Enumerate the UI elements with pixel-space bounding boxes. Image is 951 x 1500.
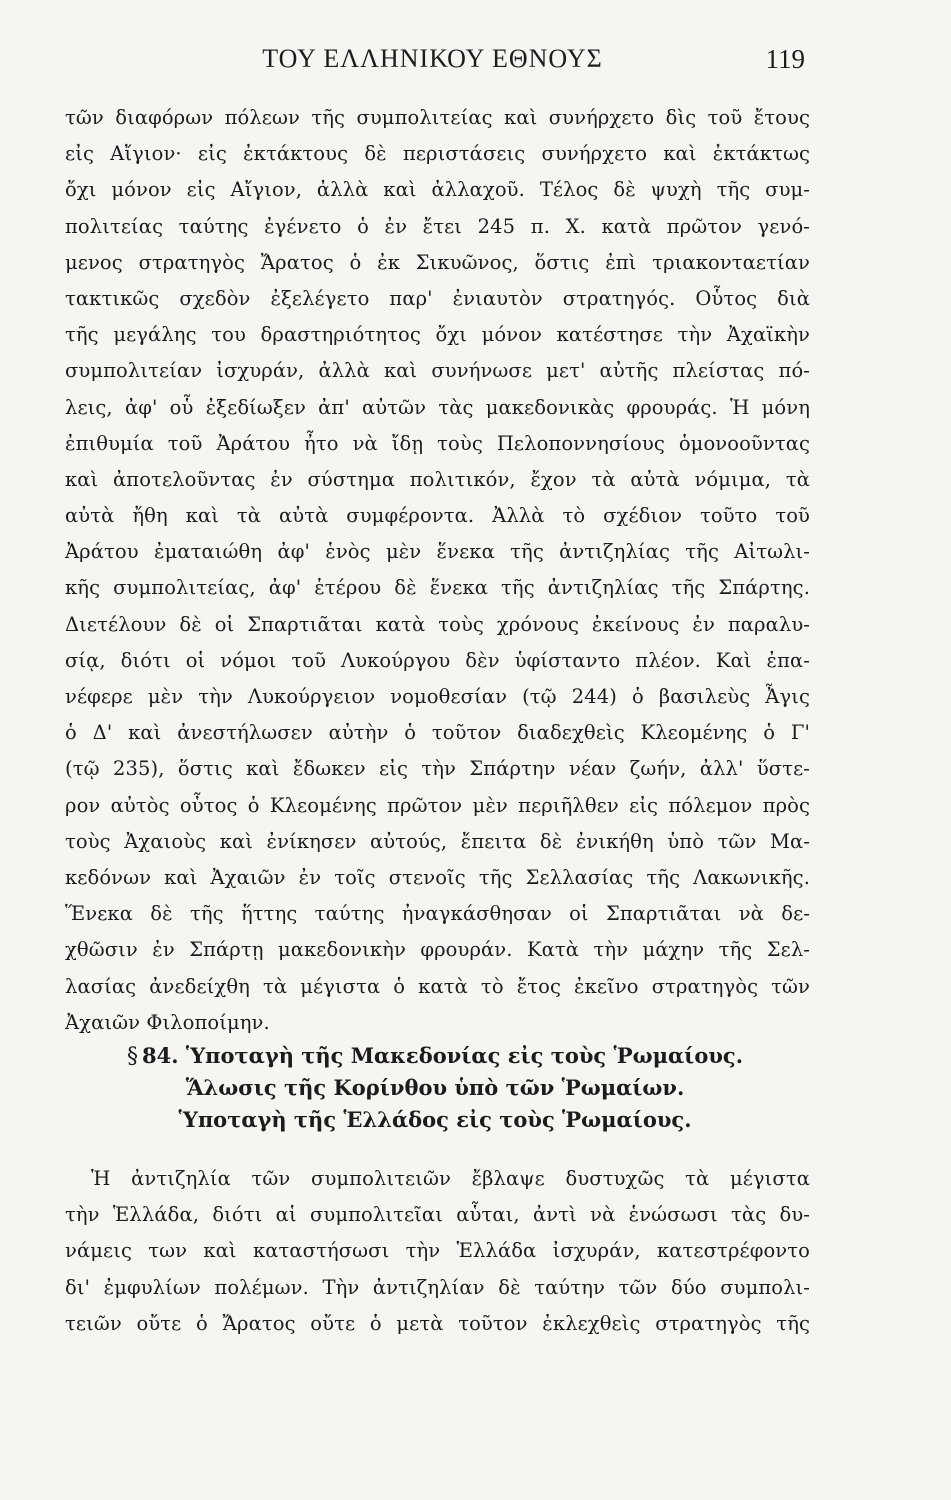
text-line: τῶν διαφόρων πόλεων τῆς συμπολιτείας καὶ συνήρχετο δὶς τοῦ ἔτους [65,106,810,129]
text-line: τοὺς Ἀχαιοὺς καὶ ἐνίκησεν αὐτούς, ἔπειτα δὲ ἐνικήθη ὑπὸ τῶν Μα- [65,829,810,853]
heading-line: Ἅλωσις τῆς Κορίνθου ὑπὸ τῶν Ῥωμαίων. [185,1075,685,1100]
text-line: Ἀχαιῶν Φιλοποίμην. [65,1010,270,1034]
text-line: σίᾳ, διότι οἱ νόμοι τοῦ Λυκούργου δὲν ὑφίσταντο πλέον. Καὶ ἐπα- [65,648,810,672]
text-line: δι' ἐμφυλίων πολέμων. Τὴν ἀντιζηλίαν δὲ ταύτην τῶν δύο συμπολι- [65,1275,810,1299]
text-line: κεδόνων καὶ Ἀχαιῶν ἐν τοῖς στενοῖς τῆς Σελλασίας τῆς Λακωνικῆς. [65,865,810,889]
text-line: συμπολιτείαν ἰσχυράν, ἀλλὰ καὶ συνήνωσε μετ' αὐτῆς πλείστας πό- [65,359,810,383]
section-mark: § [126,1044,138,1069]
text-line: πολιτείας ταύτης ἐγένετο ὁ ἐν ἔτει 245 π. Χ. κατὰ πρῶτον γενό- [65,214,810,238]
text-line: (τῷ 235), ὅστις καὶ ἔδωκεν εἰς τὴν Σπάρτην νέαν ζωήν, ἀλλ' ὕστε- [65,757,810,781]
heading-line [60,1040,810,1072]
text-line: τῆς μεγάλης του δραστηριότητος ὄχι μόνον κατέστησε τὴν Ἀχαϊκὴν [65,323,810,347]
text-line: τειῶν οὔτε ὁ Ἄρατος οὔτε ὁ μετὰ τοῦτον ἐκλεχθεὶς στρατηγὸς τῆς [65,1311,810,1335]
text-line: λεις, ἀφ' οὗ ἐξεδίωξεν ἀπ' αὐτῶν τὰς μακεδονικὰς φρουράς. Ἡ μόνη [65,395,810,419]
text-line: εἰς Αἴγιον· εἰς ἐκτάκτους δὲ περιστάσεις συνήρχετο καὶ ἐκτάκτως [65,142,810,166]
heading-line: Ὑποταγὴ τῆς Ἑλλάδος εἰς τοὺς Ῥωμαίους. [178,1107,692,1132]
running-title: ΤΟΥ ΕΛΛΗΝΙΚΟΥ ΕΘΝΟΥΣ [262,44,603,73]
text-line: ἐπιθυμία τοῦ Ἀράτου ἦτο νὰ ἴδῃ τοὺς Πελοποννησίους ὁμονοοῦντας [65,431,810,455]
paragraph-2 [65,1161,810,1342]
text-line: Ἀράτου ἐματαιώθη ἀφ' ἑνὸς μὲν ἕνεκα τῆς ἀντιζηλίας τῆς Αἰτωλι- [65,540,810,564]
text-line: καὶ ἀποτελοῦντας ἐν σύστημα πολιτικόν, ἔχον τὰ αὐτὰ νόμιμα, τὰ [65,467,810,491]
page-number: 119 [765,44,805,74]
heading-text: 84. Ὑποταγὴ τῆς Μακεδονίας εἰς τοὺς Ῥωμαίους. [141,1043,744,1068]
page-header [60,44,805,84]
text-line: ὄχι μόνον εἰς Αἴγιον, ἀλλὰ καὶ ἀλλαχοῦ. Τέλος δὲ ψυχὴ τῆς συμ- [65,178,810,202]
paragraph-1 [65,100,810,1041]
text-line: Ἡ ἀντιζηλία τῶν συμπολιτειῶν ἔβλαψε δυστυχῶς τὰ μέγιστα [91,1167,810,1190]
text-line: ρον αὐτὸς οὗτος ὁ Κλεομένης πρῶτον μὲν περιῆλθεν εἰς πόλεμον πρὸς [65,793,810,817]
text-line: κῆς συμπολιτείας, ἀφ' ἑτέρου δὲ ἕνεκα τῆς ἀντιζηλίας τῆς Σπάρτης. [65,576,810,600]
text-line: νάμεις των καὶ καταστήσωσι τὴν Ἑλλάδα ἰσχυράν, κατεστρέφοντο [65,1239,810,1263]
section-heading [60,1040,810,1136]
text-line: Ἕνεκα δὲ τῆς ἥττης ταύτης ἠναγκάσθησαν οἱ Σπαρτιᾶται νὰ δε- [65,902,810,926]
text-line: ὁ Δ' καὶ ἀνεστήλωσεν αὐτὴν ὁ τοῦτον διαδεχθεὶς Κλεομένης ὁ Γ' [65,721,810,745]
text-line: λασίας ἀνεδείχθη τὰ μέγιστα ὁ κατὰ τὸ ἔτος ἐκεῖνο στρατηγὸς τῶν [65,974,810,998]
text-line: νέφερε μὲν τὴν Λυκούργειον νομοθεσίαν (τῷ 244) ὁ βασιλεὺς Ἆγις [65,685,810,708]
text-line: Διετέλουν δὲ οἱ Σπαρτιᾶται κατὰ τοὺς χρόνους ἐκείνους ἐν παραλυ- [65,612,810,636]
text-line: μενος στρατηγὸς Ἄρατος ὁ ἐκ Σικυῶνος, ὅστις ἐπὶ τριακονταετίαν [65,250,810,274]
text-line: τὴν Ἑλλάδα, διότι αἱ συμπολιτεῖαι αὗται, ἀντὶ νὰ ἑνώσωσι τὰς δυ- [65,1203,810,1227]
text-line: τακτικῶς σχεδὸν ἐξελέγετο παρ' ἐνιαυτὸν στρατηγός. Οὗτος διὰ [65,286,810,310]
text-line: αὐτὰ ἤθη καὶ τὰ αὐτὰ συμφέροντα. Ἀλλὰ τὸ σχέδιον τοῦτο τοῦ [65,504,810,528]
text-line: χθῶσιν ἐν Σπάρτῃ μακεδονικὴν φρουράν. Κατὰ τὴν μάχην τῆς Σελ- [65,938,810,962]
